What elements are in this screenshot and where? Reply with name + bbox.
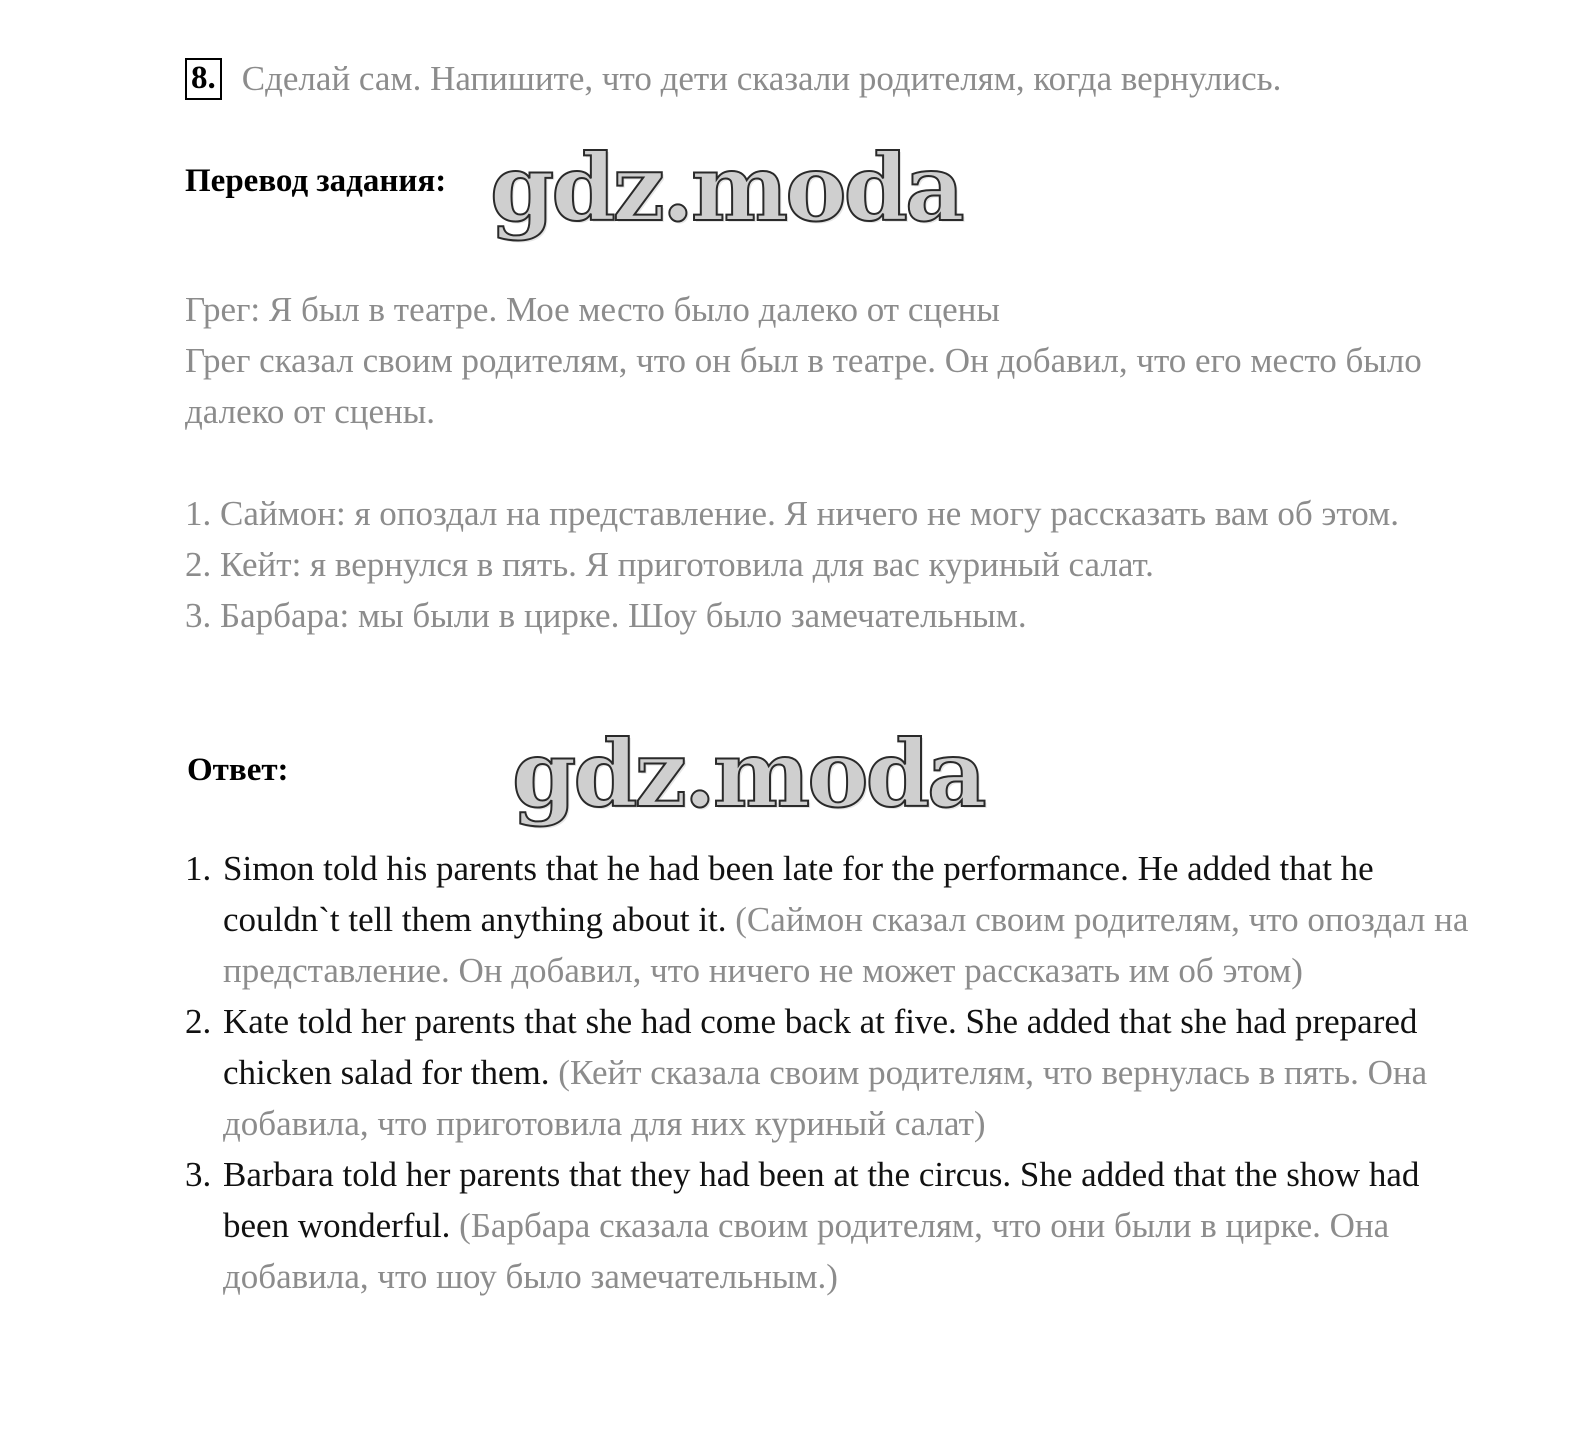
answer-heading: Ответ: — [187, 752, 289, 788]
answer-english: Barbara told her parents that they had been at the circus. She added that the show had been wonderful. — [223, 1155, 1420, 1245]
answer-text — [223, 1149, 1475, 1302]
task-instruction: Сделай сам. Напишите, что дети сказали родителям, когда вернулись. — [241, 59, 1282, 98]
answer-number: 2. — [185, 1002, 212, 1041]
translation-item: 3. Барбара: мы были в цирке. Шоу было замечательным. — [185, 596, 1027, 635]
translation-item: 2. Кейт: я вернулся в пять. Я приготовила для вас куриный салат. — [185, 545, 1154, 584]
task-header — [185, 58, 1281, 100]
translation-heading: Перевод задания: — [185, 163, 447, 199]
watermark-logo: gdz.moda — [512, 720, 984, 828]
answer-english: Simon told his parents that he had been late for the performance. He added that he couldn`t tell them anything about it. — [223, 849, 1374, 939]
watermark-logo: gdz.moda — [490, 134, 962, 242]
answer-russian: (Кейт сказала своим родителям, что вернулась в пять. Она добавила, что приготовила для них куриный салат) — [223, 1053, 1428, 1143]
example-line: Грег сказал своим родителям, что он был в театре. Он добавил, что его место было далеко от сцены. — [185, 341, 1422, 431]
answer-text — [223, 843, 1475, 996]
answer-text — [223, 996, 1475, 1149]
answer-russian: (Барбара сказала своим родителям, что они были в цирке. Она добавила, что шоу было замечательным.) — [223, 1206, 1390, 1296]
answer-number: 1. — [185, 849, 212, 888]
task-number: 8. — [185, 58, 222, 100]
answer-item — [185, 996, 1475, 1149]
answer-number: 3. — [185, 1155, 212, 1194]
translation-item: 1. Саймон: я опоздал на представление. Я ничего не могу рассказать вам об этом. — [185, 494, 1399, 533]
translation-example — [185, 284, 1475, 437]
answer-list — [185, 843, 1475, 1302]
answer-item — [185, 843, 1475, 996]
answer-english: Kate told her parents that she had come back at five. She added that she had prepared chicken salad for them. — [223, 1002, 1418, 1092]
example-line: Грег: Я был в театре. Мое место было далеко от сцены — [185, 290, 1000, 329]
translation-items — [185, 488, 1475, 641]
answer-russian: (Саймон сказал своим родителям, что опоздал на представление. Он добавил, что ничего не может рассказать им об этом) — [223, 900, 1469, 990]
answer-item — [185, 1149, 1475, 1302]
